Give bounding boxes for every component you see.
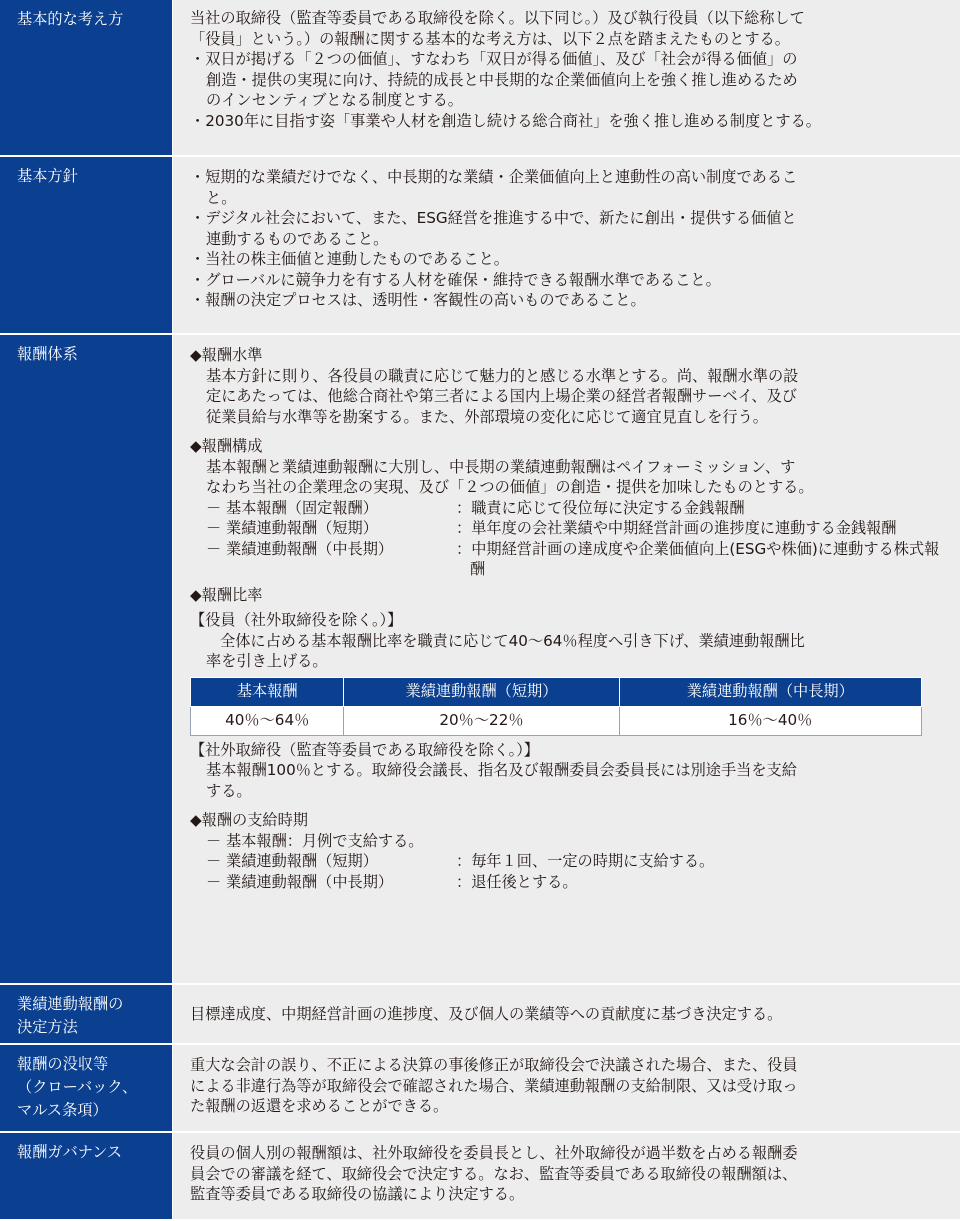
text-line: なわち当社の企業理念の実現、及び「２つの価値」の創造・提供を加味したものとする。: [206, 478, 814, 496]
row-content: [172, 1045, 960, 1131]
text-line: ・短期的な業績だけでなく、中長期的な業績・企業価値向上と連動性の高い制度であるこ: [190, 168, 798, 186]
table-row: [191, 706, 922, 735]
list-value: ：単年度の会社業績や中期経営計画の進捗度に連動する金銭報酬: [456, 519, 897, 537]
list-key: － 基本報酬（固定報酬）: [206, 498, 378, 517]
section-heading: ◆報酬比率: [190, 585, 263, 604]
text-line: ・デジタル社会において、また、ESG経営を推進する中で、新たに創出・提供する価値と: [190, 209, 797, 227]
row-label: 業績連動報酬の 決定方法: [0, 985, 172, 1043]
section-heading: ◆報酬構成: [190, 437, 263, 455]
table-cell: 16％～40％: [619, 706, 921, 735]
text-line: た報酬の返還を求めることができる。: [190, 1097, 449, 1115]
table-header: 業績連動報酬（短期）: [344, 677, 619, 706]
list-key: － 業績連動報酬（中長期）: [206, 539, 394, 558]
row-basic-policy: [0, 157, 960, 335]
text-line: 目標達成度、中期経営計画の進捗度、及び個人の業績等への貢献度に基づき決定する。: [190, 1004, 783, 1023]
list-value: ：中期経営計画の達成度や企業価値向上(ESGや株価)に連動する株式報酬: [456, 539, 940, 578]
row-content: [172, 985, 960, 1043]
text-line: 基本報酬100％とする。取締役会議長、指名及び報酬委員会委員長には別途手当を支給: [206, 761, 797, 779]
text-line: ・グローバルに競争力を有する人材を確保・維持できる報酬水準であること。: [190, 270, 721, 289]
text-line: 率を引き上げる。: [206, 652, 328, 670]
table-header: 業績連動報酬（中長期）: [619, 677, 921, 706]
row-content: [172, 0, 960, 155]
text-line: と。: [206, 188, 237, 207]
row-clawback: [0, 1045, 960, 1133]
subsection-heading: 【役員（社外取締役を除く。）】: [190, 611, 403, 629]
list-value: ：退任後とする。: [456, 872, 578, 891]
text-line: ・報酬の決定プロセスは、透明性・客観性の高いものであること。: [190, 291, 646, 309]
text-line: による非違行為等が取締役会で確認された場合、業績連動報酬の支給制限、又は受け取っ: [190, 1076, 798, 1095]
text-line: 重大な会計の誤り、不正による決算の事後修正が取締役会で決議された場合、また、役員: [190, 1056, 798, 1074]
row-label: 基本的な考え方: [0, 0, 172, 155]
text-line: 従業員給与水準等を勘案する。また、外部環境の変化に応じて適宜見直しを行う。: [206, 407, 768, 426]
timing-list: [190, 831, 952, 893]
table-cell: 40％～64％: [191, 706, 344, 735]
row-label: 基本方針: [0, 157, 172, 333]
row-compensation-system: [0, 335, 960, 985]
text-line: 基本報酬と業績連動報酬に大別し、中長期の業績連動報酬はペイフォーミッション、す: [206, 457, 796, 476]
list-key: － 業績連動報酬（短期）: [206, 519, 378, 537]
text-line: 定にあたっては、他総合商社や第三者による国内上場企業の経営者報酬サーベイ、及び: [206, 387, 797, 405]
row-content: [172, 1133, 960, 1219]
text-line: 創造・提供の実現に向け、持続的成長と中長期的な企業価値向上を強く推し進めるため: [206, 70, 798, 89]
row-performance-decision: [0, 985, 960, 1045]
row-label: 報酬の没収等 （クローバック、 マルス条項）: [0, 1045, 172, 1131]
section-heading: ◆報酬の支給時期: [190, 811, 308, 829]
text-line: する。: [206, 781, 252, 800]
list-value: ：職責に応じて役位毎に決定する金銭報酬: [456, 498, 745, 517]
text-line: 役員の個人別の報酬額は、社外取締役を委員長とし、社外取締役が過半数を占める報酬委: [190, 1144, 798, 1162]
section-heading: ◆報酬水準: [190, 346, 263, 364]
list-key: － 業績連動報酬（短期）: [206, 852, 378, 870]
row-content: [172, 157, 960, 333]
text-line: のインセンティブとなる制度とする。: [206, 91, 463, 109]
text-line: 連動するものであること。: [206, 229, 389, 248]
text-line: 員会での審議を経て、取締役会で決定する。なお、監査等委員である取締役の報酬額は、: [190, 1164, 798, 1183]
list-key: － 基本報酬：月例で支給する。: [206, 831, 424, 850]
ratio-table: [190, 677, 922, 736]
list-key: － 業績連動報酬（中長期）: [206, 872, 394, 891]
subsection-heading: 【社外取締役（監査等委員である取締役を除く。）】: [190, 740, 539, 759]
text-line: 監査等委員である取締役の協議により決定する。: [190, 1185, 525, 1203]
table-header-row: [191, 677, 922, 706]
row-label: 報酬体系: [0, 335, 172, 983]
text-line: ・当社の株主価値と連動したものであること。: [190, 250, 509, 268]
text-line: 全体に占める基本報酬比率を職責に応じて40～64％程度へ引き下げ、業績連動報酬比: [220, 631, 805, 650]
composition-list: [190, 498, 952, 580]
text-line: 基本方針に則り、各役員の職責に応じて魅力的と感じる水準とする。尚、報酬水準の設: [206, 366, 799, 385]
table-header: 基本報酬: [191, 677, 344, 706]
row-label: 報酬ガバナンス: [0, 1133, 172, 1219]
text-line: 当社の取締役（監査等委員である取締役を除く。以下同じ。）及び執行役員（以下総称して: [190, 9, 805, 27]
row-content: [172, 335, 960, 983]
text-line: ・双日が掲げる「２つの価値」、すなわち「双日が得る価値」、及び「社会が得る価値」の: [190, 50, 798, 68]
text-line: ・2030年に目指す姿「事業や人材を創造し続ける総合商社」を強く推し進める制度とする。: [190, 111, 821, 130]
table-cell: 20％～22％: [344, 706, 619, 735]
text-line: 「役員」という。）の報酬に関する基本的な考え方は、以下２点を踏まえたものとする。: [190, 29, 790, 48]
row-governance: [0, 1133, 960, 1219]
list-value: ：毎年１回、一定の時期に支給する。: [456, 852, 715, 870]
row-basic-philosophy: [0, 0, 960, 157]
